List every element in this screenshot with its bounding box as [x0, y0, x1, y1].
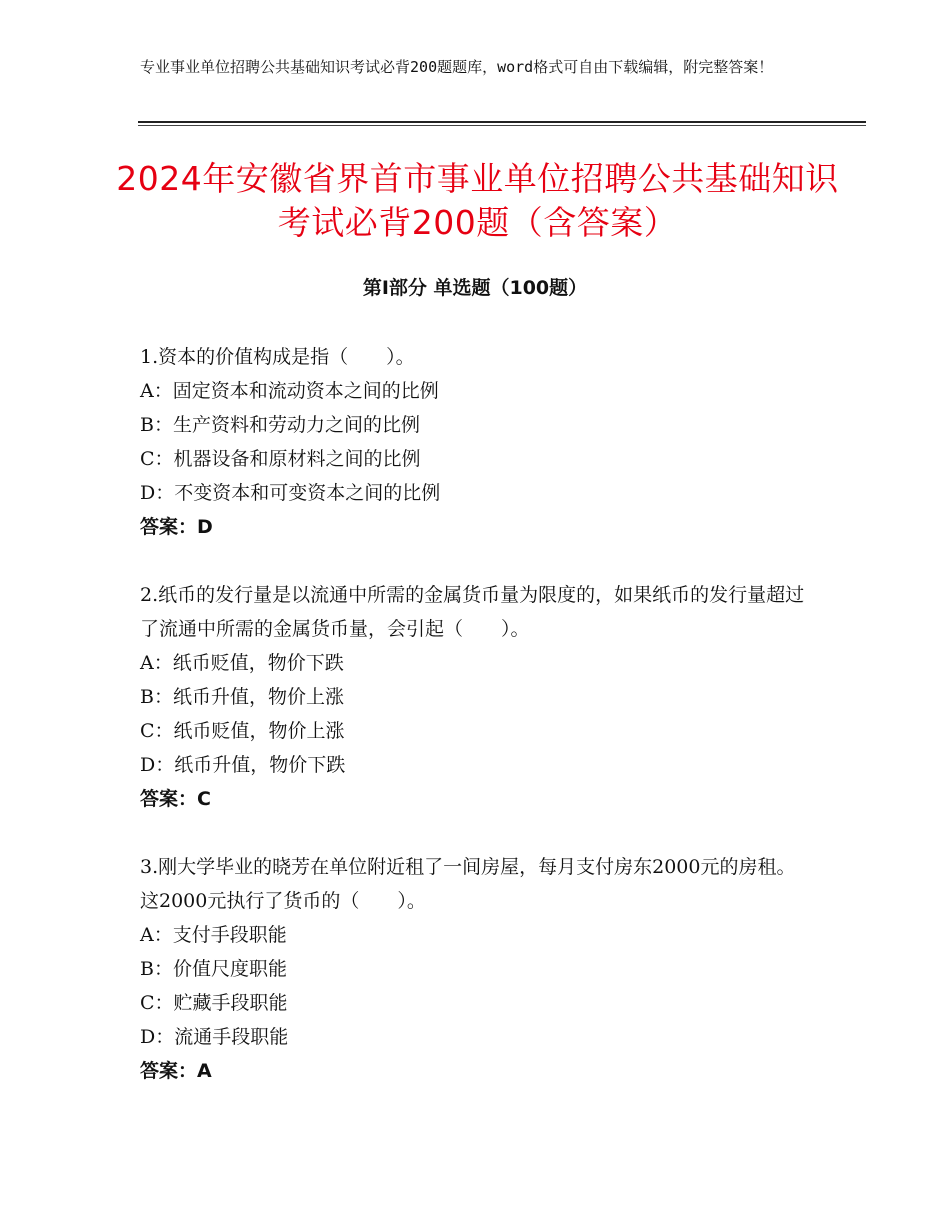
question-option-d: D：流通手段职能 — [140, 1026, 289, 1048]
question-answer: 答案：C — [140, 788, 211, 810]
question-option-c: C：贮藏手段职能 — [140, 992, 288, 1014]
question-answer: 答案：A — [140, 1060, 212, 1082]
question-stem: 1.资本的价值构成是指（ ）。 — [140, 346, 415, 368]
question-option-d: D：纸币升值，物价下跌 — [140, 754, 346, 776]
question-item — [140, 340, 810, 544]
question-option-c: C：机器设备和原材料之间的比例 — [140, 448, 421, 470]
question-option-b: B：价值尺度职能 — [140, 958, 287, 980]
question-stem: 3.刚大学毕业的晓芳在单位附近租了一间房屋，每月支付房东2000元的房租。这2000元执行了货币的（ ）。 — [140, 856, 796, 912]
question-option-a: A：纸币贬值，物价下跌 — [140, 652, 344, 674]
question-stem: 2.纸币的发行量是以流通中所需的金属货币量为限度的，如果纸币的发行量超过了流通中所需的金属货币量，会引起（ ）。 — [140, 584, 805, 640]
header-divider-thin — [138, 125, 866, 126]
header-note: 专业事业单位招聘公共基础知识考试必背200题题库，word格式可自由下载编辑，附完整答案！ — [140, 58, 774, 76]
question-item — [140, 578, 810, 816]
question-option-d: D：不变资本和可变资本之间的比例 — [140, 482, 441, 504]
section-title: 第Ⅰ部分 单选题（100题） — [362, 277, 588, 299]
document-title: 2024年安徽省界首市事业单位招聘公共基础知识考试必背200题（含答案） — [116, 159, 839, 242]
question-option-c: C：纸币贬值，物价上涨 — [140, 720, 345, 742]
question-option-b: B：生产资料和劳动力之间的比例 — [140, 414, 420, 436]
question-option-a: A：支付手段职能 — [140, 924, 287, 946]
question-option-b: B：纸币升值，物价上涨 — [140, 686, 344, 708]
question-item — [140, 850, 810, 1088]
question-option-a: A：固定资本和流动资本之间的比例 — [140, 380, 439, 402]
question-list — [140, 340, 810, 1122]
question-answer: 答案：D — [140, 516, 213, 538]
header-divider — [138, 121, 866, 123]
